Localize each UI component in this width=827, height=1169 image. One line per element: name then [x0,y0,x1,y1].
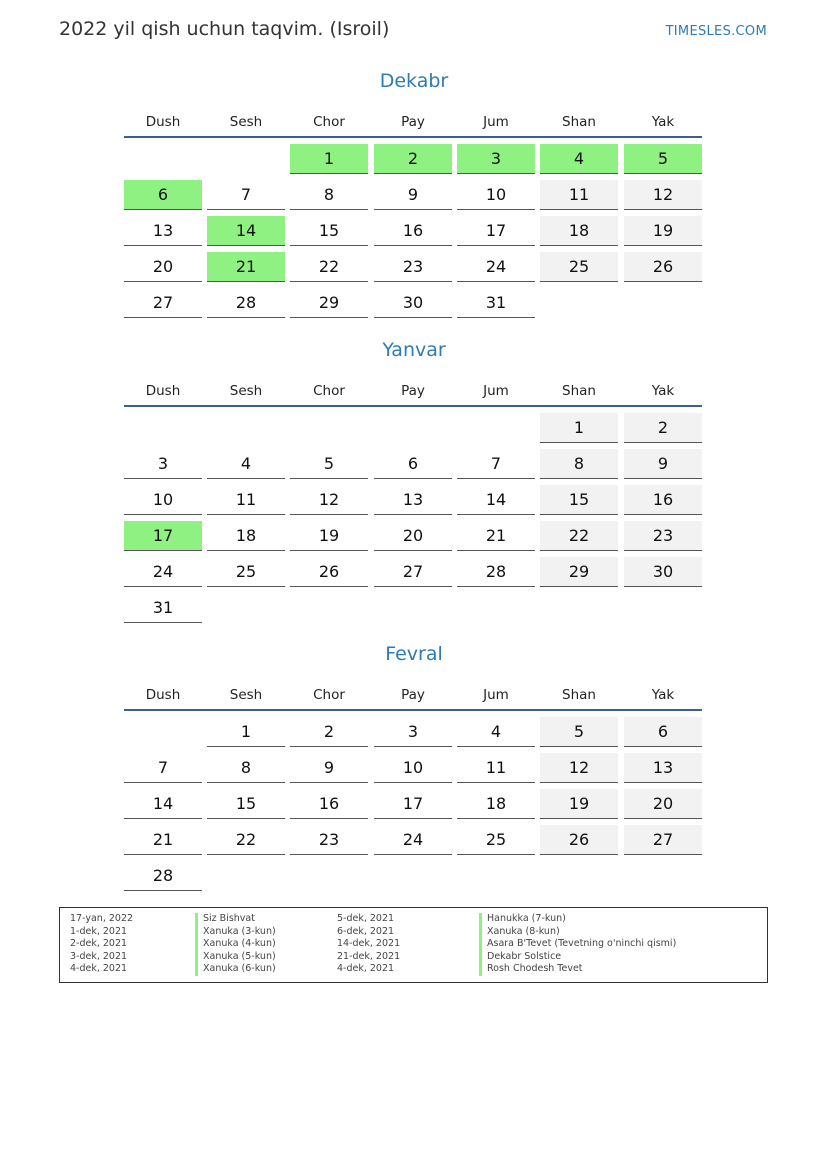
legend-right-dates [337,913,400,976]
day-cell[interactable]: 4 [207,449,285,479]
day-cell[interactable]: 28 [207,288,285,318]
day-cell[interactable]: 31 [124,593,202,623]
day-cell[interactable]: 20 [124,252,202,282]
weekday-header: Sesh [229,687,263,703]
day-cell[interactable]: 17 [374,789,452,819]
legend-holiday-name: Hanukka (7-kun) [479,913,676,926]
day-cell[interactable]: 19 [624,216,702,246]
legend-date: 17-yan, 2022 [70,913,134,924]
day-cell[interactable]: 8 [207,753,285,783]
legend-holiday-name: Xanuka (6-kun) [195,963,276,976]
day-cell[interactable]: 9 [290,753,368,783]
day-cell[interactable]: 9 [624,449,702,479]
legend-holiday-name: Xanuka (4-kun) [195,938,276,951]
day-cell[interactable]: 29 [290,288,368,318]
day-cell[interactable]: 19 [540,789,618,819]
weekday-header: Yak [651,114,675,130]
day-cell[interactable]: 4 [457,717,535,747]
weekday-header: Sesh [229,383,263,399]
day-cell[interactable]: 18 [540,216,618,246]
day-cell[interactable]: 24 [124,557,202,587]
day-cell[interactable]: 2 [624,413,702,443]
legend-left-dates [70,913,133,976]
day-cell[interactable]: 3 [457,144,535,174]
day-cell[interactable]: 15 [540,485,618,515]
day-cell[interactable]: 6 [624,717,702,747]
day-cell[interactable]: 17 [124,521,202,551]
day-cell[interactable]: 26 [540,825,618,855]
weekday-header: Chor [313,383,345,399]
day-cell[interactable]: 10 [457,180,535,210]
day-cell[interactable]: 10 [374,753,452,783]
day-cell[interactable]: 24 [457,252,535,282]
day-cell[interactable]: 12 [290,485,368,515]
day-cell[interactable]: 21 [124,825,202,855]
day-cell[interactable]: 13 [624,753,702,783]
day-cell[interactable]: 13 [124,216,202,246]
weekday-header: Chor [313,687,345,703]
day-cell[interactable]: 22 [290,252,368,282]
day-cell[interactable]: 20 [624,789,702,819]
weekday-header: Yak [651,687,675,703]
day-cell[interactable]: 2 [374,144,452,174]
weekday-header: Dush [145,687,181,703]
day-cell[interactable]: 24 [374,825,452,855]
weekday-header: Pay [401,383,425,399]
day-cell[interactable]: 23 [374,252,452,282]
day-cell[interactable]: 8 [540,449,618,479]
legend-holiday-name: Rosh Chodesh Tevet [479,963,676,976]
day-cell[interactable]: 3 [374,717,452,747]
weekday-header: Sesh [229,114,263,130]
day-cell[interactable]: 13 [374,485,452,515]
day-cell[interactable]: 17 [457,216,535,246]
day-cell[interactable]: 21 [207,252,285,282]
weekday-header: Dush [145,383,181,399]
day-cell[interactable]: 7 [124,753,202,783]
day-cell[interactable]: 3 [124,449,202,479]
legend-date: 5-dek, 2021 [337,913,395,924]
day-cell[interactable]: 27 [624,825,702,855]
weekday-header: Shan [562,383,596,399]
month-name: Dekabr [379,70,449,92]
legend-date: 4-dek, 2021 [70,963,128,974]
day-cell[interactable]: 11 [540,180,618,210]
day-cell[interactable]: 14 [124,789,202,819]
day-cell[interactable]: 29 [540,557,618,587]
day-cell[interactable]: 1 [207,717,285,747]
day-cell[interactable]: 14 [207,216,285,246]
day-cell[interactable]: 30 [374,288,452,318]
day-cell[interactable]: 5 [290,449,368,479]
legend-holiday-name: Dekabr Solstice [479,951,676,964]
day-cell[interactable]: 7 [457,449,535,479]
day-cell[interactable]: 31 [457,288,535,318]
weekday-header: Shan [562,114,596,130]
day-cell[interactable]: 20 [374,521,452,551]
day-cell[interactable]: 1 [290,144,368,174]
day-cell[interactable]: 5 [540,717,618,747]
day-cell[interactable]: 26 [624,252,702,282]
day-cell[interactable]: 26 [290,557,368,587]
day-cell[interactable]: 28 [457,557,535,587]
day-cell[interactable]: 18 [207,521,285,551]
legend-holiday-name: Siz Bishvat [195,913,276,926]
day-cell[interactable]: 6 [124,180,202,210]
day-cell[interactable]: 23 [624,521,702,551]
day-cell[interactable]: 15 [290,216,368,246]
day-cell[interactable]: 5 [624,144,702,174]
day-cell[interactable]: 16 [624,485,702,515]
day-cell[interactable]: 11 [207,485,285,515]
day-cell[interactable]: 9 [374,180,452,210]
weekday-header: Jum [483,687,509,703]
legend-date: 4-dek, 2021 [337,963,395,974]
legend-date: 1-dek, 2021 [70,925,128,937]
header-divider [124,709,702,711]
weekday-header: Pay [401,687,425,703]
day-cell[interactable]: 1 [540,413,618,443]
day-cell[interactable]: 25 [457,825,535,855]
day-cell[interactable]: 15 [207,789,285,819]
day-cell[interactable]: 6 [374,449,452,479]
day-cell[interactable]: 12 [540,753,618,783]
day-cell[interactable]: 2 [290,717,368,747]
day-cell[interactable]: 28 [124,861,202,891]
page-title: 2022 yil qish uchun taqvim. (Isroil) [59,18,390,40]
day-cell[interactable]: 8 [290,180,368,210]
legend-holiday-name: Xanuka (3-kun) [195,926,276,939]
day-cell[interactable]: 16 [374,216,452,246]
legend-date: 21-dek, 2021 [337,950,401,962]
legend-holiday-name: Asara B'Tevet (Tevetning o'ninchi qismi) [479,938,676,951]
day-cell[interactable]: 23 [290,825,368,855]
weekday-header: Chor [313,114,345,130]
header-divider [124,136,702,138]
day-cell[interactable]: 27 [374,557,452,587]
day-cell[interactable]: 21 [457,521,535,551]
day-cell[interactable]: 11 [457,753,535,783]
legend-holiday-name: Xanuka (5-kun) [195,951,276,964]
weekday-header: Shan [562,687,596,703]
legend-right-names [479,913,676,976]
day-cell[interactable]: 10 [124,485,202,515]
day-cell[interactable]: 4 [540,144,618,174]
holiday-legend [59,907,768,983]
day-cell[interactable]: 25 [540,252,618,282]
weekday-header: Pay [401,114,425,130]
day-cell[interactable]: 22 [540,521,618,551]
day-cell[interactable]: 30 [624,557,702,587]
day-cell[interactable]: 7 [207,180,285,210]
legend-left-names [195,913,276,976]
weekday-header: Jum [483,114,509,130]
weekday-header: Dush [145,114,181,130]
day-cell[interactable]: 22 [207,825,285,855]
legend-date: 2-dek, 2021 [70,938,128,949]
brand-link[interactable]: TIMESLES.COM [665,24,767,39]
legend-date: 3-dek, 2021 [70,950,128,962]
day-cell[interactable]: 18 [457,789,535,819]
month-name: Fevral [385,643,443,665]
header-divider [124,405,702,407]
legend-date: 6-dek, 2021 [337,925,395,937]
day-cell[interactable]: 27 [124,288,202,318]
weekday-header: Jum [483,383,509,399]
legend-date: 14-dek, 2021 [337,938,401,949]
legend-holiday-name: Xanuka (8-kun) [479,926,676,939]
day-cell[interactable]: 12 [624,180,702,210]
month-name: Yanvar [382,339,446,361]
day-cell[interactable]: 19 [290,521,368,551]
day-cell[interactable]: 16 [290,789,368,819]
day-cell[interactable]: 14 [457,485,535,515]
day-cell[interactable]: 25 [207,557,285,587]
weekday-header: Yak [651,383,675,399]
